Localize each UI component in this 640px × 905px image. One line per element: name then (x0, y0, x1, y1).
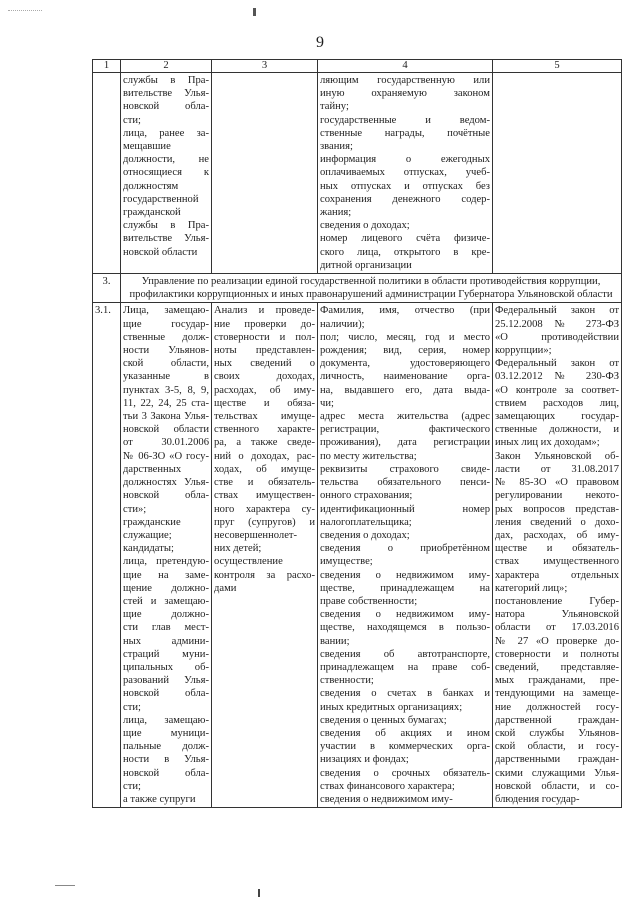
cell-line: ноты представлен- (214, 345, 315, 357)
cell-line: своих доходах, (214, 371, 315, 383)
cell-line: рых вопросов представ- (495, 503, 619, 515)
cell-line: принадлежащем на праве соб- (320, 661, 490, 673)
cell-line: дитной организации (320, 259, 412, 271)
cell-line: информация о ежегодных (320, 154, 490, 166)
cell-line: стоверности и пол- (214, 331, 315, 343)
cell-line: тендующими на замеще- (495, 688, 619, 700)
cell-line: новской обла- (123, 101, 209, 113)
cell-line: № 27 «О проверке до- (495, 635, 619, 647)
cell-line: на, выдавшего его, дата выда- (320, 384, 490, 396)
section-title: Управление по реализации единой государственной политики в области противодействия коррупции, профилактики коррупционных и иных правонарушений администрации Губернатора Ульяновской области (121, 274, 622, 303)
cell-line: 25.12.2008 № 273-ФЗ (495, 318, 619, 330)
cell-line: ления сведений о дохо- (495, 516, 619, 528)
cell-line: ственные долж- (123, 331, 209, 343)
continued-col-3 (212, 73, 318, 274)
cell-line: ственности; (320, 675, 374, 687)
cell-line: жания; (320, 207, 352, 219)
cell-line: Лица, замещаю- (123, 305, 209, 317)
cell-line: по месту жительства; (320, 450, 417, 462)
cell-line: ных сведений о (214, 358, 315, 370)
cell-line: сведения об автотранспорте, (320, 648, 490, 660)
cell-line: адрес места жительства (адрес (320, 411, 490, 423)
section-number: 3. (93, 274, 121, 303)
cell-line: иных кредитных организациях; (320, 701, 463, 713)
cell-line: сохранения денежного содер- (320, 193, 490, 205)
cell-line: чи; (320, 397, 334, 409)
cell-line: страций муни- (123, 648, 209, 660)
row-3-1-persons (121, 303, 212, 808)
cell-line: сведения о недвижимом иму- (320, 793, 453, 805)
cell-line: щение должно- (123, 582, 209, 594)
cell-line: службы в Пра- (123, 220, 209, 232)
cell-line: регистрации, фактического (320, 424, 490, 436)
cell-line: регулировании некото- (495, 490, 619, 502)
cell-line: расходах, об иму- (214, 384, 315, 396)
cell-line: контроля за расхо- (214, 569, 315, 581)
cell-line: «О контроле за соответ- (495, 384, 619, 396)
cell-line: ской области, (123, 358, 209, 370)
cell-line: пальные долж- (123, 741, 209, 753)
cell-line: ных отпусках и отпусках без (320, 180, 490, 192)
cell-line: праве собственности; (320, 595, 418, 607)
cell-line: сведения о срочных обязатель- (320, 767, 490, 779)
table-row-section-3 (93, 274, 622, 303)
cell-line: ществе, находящемся в пользо- (320, 622, 490, 634)
cell-line: щие муници- (123, 727, 209, 739)
cell-line: лица, замещаю- (123, 714, 209, 726)
cell-line: ской службы Ульянов- (495, 727, 619, 739)
document-table (92, 59, 622, 808)
cell-line: ходах, об имуще- (214, 463, 315, 475)
header-col-5: 5 (493, 60, 622, 73)
cell-line: указанные в (123, 371, 209, 383)
cell-line: сти глав мест- (123, 622, 209, 634)
cell-line: ности Ульянов- (123, 345, 209, 357)
cell-line: гражданской (123, 207, 181, 219)
cell-line: № 06-ЗО «О госу- (123, 450, 209, 462)
cell-line: Федеральный закон от (495, 358, 619, 370)
cell-line: разований Улья- (123, 675, 209, 687)
cell-line: рождения; вид, серия, номер (320, 345, 490, 357)
cell-line: тьи 3 Закона Улья- (123, 411, 209, 423)
cell-line: проживания), дата регистрации (320, 437, 490, 449)
cell-line: ра, а также сведе- (214, 437, 315, 449)
cell-line: ществе и обязатель- (495, 543, 619, 555)
cell-line: пунктах 3-5, 8, 9, (123, 384, 209, 396)
cell-line: ственные должности, и (495, 424, 619, 436)
cell-line: ний о доходах, рас- (214, 450, 315, 462)
cell-line: щие государ- (123, 318, 209, 330)
scan-artifact-bottom-left (55, 885, 75, 886)
cell-line: «О противодействии (495, 331, 619, 343)
cell-line: сведения об акциях и ином (320, 727, 490, 739)
cell-line: стоверности и полноты (495, 648, 619, 660)
cell-line: ности в Улья- (123, 754, 209, 766)
cell-line: мых гражданами, пре- (495, 675, 619, 687)
cell-line: лица, ранее за- (123, 127, 209, 139)
cell-line: иных лиц их доходам»; (495, 437, 600, 449)
cell-line: новской области, и со- (495, 780, 619, 792)
cell-line: звания; (320, 141, 353, 153)
cell-line: Федеральный закон от (495, 305, 619, 317)
cell-line: сведения о приобретённом (320, 543, 490, 555)
cell-line: дами (214, 582, 237, 594)
cell-line: сведения о счетах в банках и (320, 688, 490, 700)
cell-line: них детей; (214, 543, 262, 555)
cell-line: блюдения государ- (495, 793, 580, 805)
cell-line: ласти от 31.08.2017 (495, 463, 619, 475)
cell-line: скими служащими Улья- (495, 767, 619, 779)
cell-line: новской обла- (123, 490, 209, 502)
scan-artifact-top (253, 8, 256, 16)
cell-line: ской области, и госу- (495, 741, 619, 753)
cell-line: мещавшие (123, 141, 171, 153)
table-header-row (93, 60, 622, 73)
cell-line: сти; (123, 780, 141, 792)
cell-line: осуществление (214, 556, 283, 568)
cell-line: сведения о доходах; (320, 220, 410, 232)
cell-line: № 85-ЗО «О правовом (495, 477, 619, 489)
cell-line: тельствах имуще- (214, 411, 315, 423)
cell-line: сведения о ценных бумагах; (320, 714, 447, 726)
cell-line: 11, 22, 24, 25 ста- (123, 397, 209, 409)
cell-line: ственного характе- (214, 424, 315, 436)
cell-line: сти»; (123, 503, 147, 515)
cell-line: реквизиты страхового свиде- (320, 463, 490, 475)
scan-artifact-left (8, 10, 42, 12)
cell-line: государственной (123, 193, 199, 205)
cell-line: ствах финансового характера; (320, 780, 455, 792)
cell-line: тайну; (320, 101, 349, 113)
cell-line: участии в коммерческих орга- (320, 741, 490, 753)
table-row-3-1 (93, 303, 622, 808)
cell-line: гражданские (123, 516, 181, 528)
cell-line: относящиеся к (123, 167, 209, 179)
cell-line: несовершеннолет- (214, 529, 298, 541)
continued-col-5 (493, 73, 622, 274)
cell-line: Анализ и проведе- (214, 305, 315, 317)
cell-line: пол; число, месяц, год и место (320, 331, 490, 343)
continued-col-4 (318, 73, 493, 274)
cell-line: стей и замещаю- (123, 595, 209, 607)
cell-line: налогоплательщика; (320, 516, 412, 528)
cell-line: ципальных об- (123, 661, 209, 673)
cell-line: личность, наименование орга- (320, 371, 490, 383)
cell-line: тельства обязательного пенси- (320, 477, 490, 489)
cell-line: новской области (123, 246, 198, 258)
header-col-4: 4 (318, 60, 493, 73)
cell-line: от 30.01.2006 (123, 437, 209, 449)
cell-line: сти; (123, 114, 141, 126)
cell-line: дах, расходах, об иму- (495, 529, 619, 541)
cell-line: должности, не (123, 154, 209, 166)
cell-line: а также супруги (123, 793, 196, 805)
cell-line: вительстве Улья- (123, 233, 209, 245)
cell-line: сведения о доходах; (320, 529, 410, 541)
cell-line: наличии); (320, 318, 365, 330)
row-3-1-actions (212, 303, 318, 808)
row-3-1-data-list (318, 303, 493, 808)
cell-line: сти; (123, 701, 141, 713)
header-col-3: 3 (212, 60, 318, 73)
cell-line: коррупции»; (495, 345, 552, 357)
scan-artifact-bottom (258, 889, 260, 897)
cell-line: постановление Губер- (495, 595, 619, 607)
cell-line: новской обла- (123, 688, 209, 700)
header-col-2: 2 (121, 60, 212, 73)
cell-line: ствах имуществен- (214, 490, 315, 502)
cell-line: ствием расходов лиц, (495, 397, 619, 409)
cell-line: ществе и обяза- (214, 397, 315, 409)
cell-line: ского лица, открытого в кре- (320, 246, 490, 258)
cell-line: вании; (320, 635, 350, 647)
cell-line: оплачиваемых отпусках, учеб- (320, 167, 490, 179)
cell-line: сведений, представляе- (495, 661, 619, 673)
cell-line: ных админи- (123, 635, 209, 647)
cell-line: вительстве Улья- (123, 88, 209, 100)
cell-line: дарственных (123, 463, 182, 475)
cell-line: области от 17.03.2016 (495, 622, 619, 634)
header-col-1: 1 (93, 60, 121, 73)
cell-line: Закон Ульяновской об- (495, 450, 619, 462)
continued-col-1 (93, 73, 121, 274)
cell-line: дарственными граждан- (495, 754, 619, 766)
cell-line: ственные награды, почётные (320, 127, 490, 139)
cell-line: характера отдельных (495, 569, 619, 581)
table-row-continued (93, 73, 622, 274)
cell-line: 03.12.2012 № 230-ФЗ (495, 371, 619, 383)
cell-line: категорий лиц»; (495, 582, 568, 594)
cell-line: идентификационный номер (320, 503, 490, 515)
cell-line: пруг (супругов) и (214, 516, 315, 528)
cell-line: дарственной граждан- (495, 714, 619, 726)
cell-line: должностям (123, 180, 179, 192)
cell-line: служащие; (123, 529, 172, 541)
cell-line: щие должно- (123, 609, 209, 621)
cell-line: ществе, принадлежащем на (320, 582, 490, 594)
row-3-1-number: 3.1. (93, 303, 121, 808)
cell-line: документа, удостоверяющего (320, 358, 490, 370)
cell-line: иную охраняемую законом (320, 88, 490, 100)
cell-line: сведения о недвижимом иму- (320, 609, 490, 621)
continued-col-2 (121, 73, 212, 274)
cell-line: ляющим государственную или (320, 75, 490, 86)
cell-line: государственные и ведом- (320, 114, 490, 126)
cell-line: щие на заме- (123, 569, 209, 581)
cell-line: ного характера су- (214, 503, 315, 515)
cell-line: стве и обязатель- (214, 477, 315, 489)
cell-line: низациях и фондах; (320, 754, 409, 766)
cell-line: кандидаты; (123, 543, 174, 555)
cell-line: службы в Пра- (123, 75, 209, 86)
cell-line: имуществе; (320, 556, 373, 568)
cell-line: ние должностей госу- (495, 701, 619, 713)
cell-line: новской области (123, 424, 209, 436)
page-number: 9 (316, 34, 324, 51)
cell-line: онного страхования; (320, 490, 413, 502)
cell-line: номер лицевого счёта физиче- (320, 233, 490, 245)
cell-line: ствах имущественного (495, 556, 619, 568)
cell-line: ние проверки до- (214, 318, 315, 330)
cell-line: должностях Улья- (123, 477, 209, 489)
cell-line: новской обла- (123, 767, 209, 779)
row-3-1-legal-basis (493, 303, 622, 808)
cell-line: лица, претендую- (123, 556, 209, 568)
cell-line: сведения о недвижимом иму- (320, 569, 490, 581)
cell-line: замещающих государ- (495, 411, 619, 423)
cell-line: натора Ульяновской (495, 609, 619, 621)
cell-line: Фамилия, имя, отчество (при (320, 305, 490, 317)
